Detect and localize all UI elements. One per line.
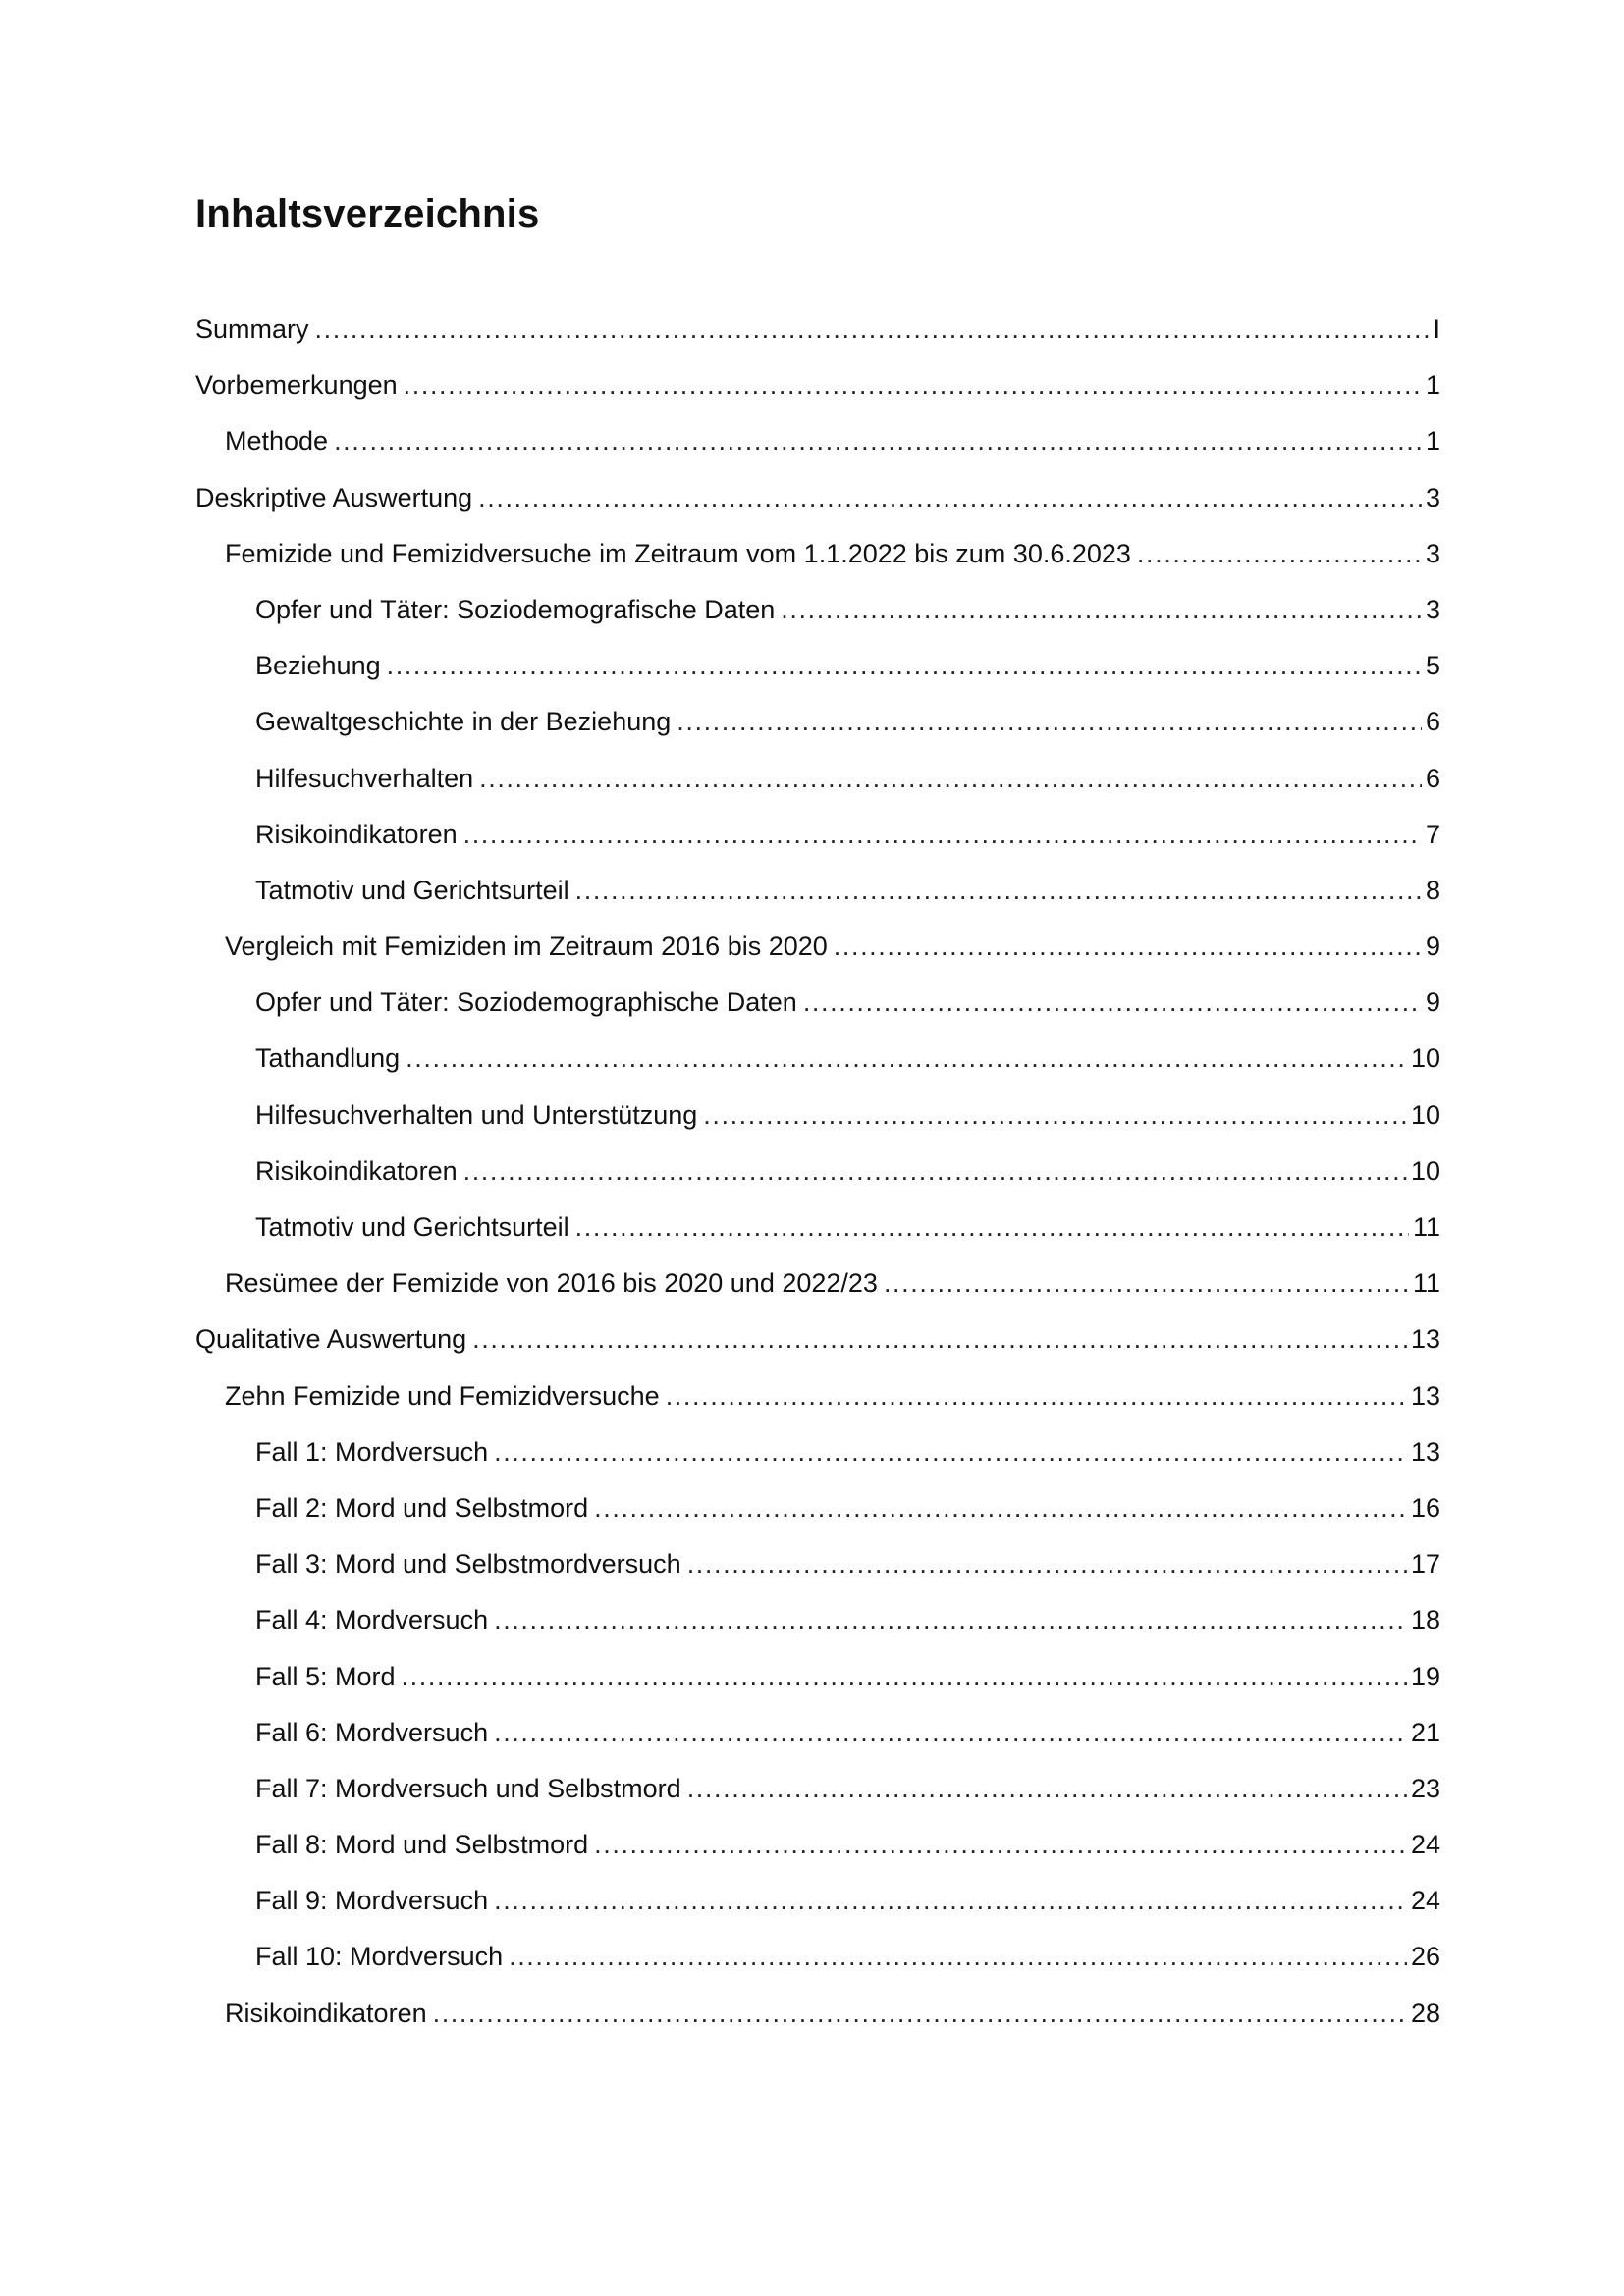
dot-leader xyxy=(433,1992,1407,2035)
toc-entry-page-number: 23 xyxy=(1410,1773,1440,1803)
toc-entry-label: Fall 9: Mordversuch xyxy=(255,1886,489,1916)
toc-entry-page-number: 21 xyxy=(1410,1717,1440,1747)
toc-entry-page-number: 7 xyxy=(1425,819,1440,849)
toc-entry-label: Vorbemerkungen xyxy=(195,370,398,400)
toc-entry-page-number: 13 xyxy=(1410,1380,1440,1411)
dot-leader xyxy=(803,981,1422,1024)
dot-leader xyxy=(687,1542,1407,1585)
toc-entry-page-number: 3 xyxy=(1425,538,1440,568)
toc-entry-label: Fall 2: Mord und Selbstmord xyxy=(255,1492,589,1522)
toc-entry[interactable] xyxy=(195,419,1440,475)
toc-entry[interactable] xyxy=(195,1767,1440,1823)
dot-leader xyxy=(594,1823,1407,1866)
toc-entry[interactable] xyxy=(195,1094,1440,1149)
toc-entry-page-number: I xyxy=(1433,314,1440,344)
toc-entry[interactable] xyxy=(195,700,1440,756)
toc-entry-label: Qualitative Auswertung xyxy=(195,1324,467,1355)
toc-entry-label: Hilfesuchverhalten xyxy=(255,763,474,793)
toc-entry-label: Fall 10: Mordversuch xyxy=(255,1942,504,1972)
toc-entry[interactable] xyxy=(195,363,1440,419)
dot-leader xyxy=(315,307,1430,350)
toc-entry-label: Fall 8: Mord und Selbstmord xyxy=(255,1830,589,1860)
dot-leader xyxy=(703,1094,1407,1137)
dot-leader xyxy=(575,1205,1409,1249)
toc-entry-page-number: 6 xyxy=(1425,763,1440,793)
toc-entry[interactable] xyxy=(195,588,1440,644)
toc-entry[interactable] xyxy=(195,1149,1440,1205)
toc-entry-label: Fall 3: Mord und Selbstmordversuch xyxy=(255,1549,681,1579)
toc-entry[interactable] xyxy=(195,1542,1440,1598)
dot-leader xyxy=(472,1317,1407,1361)
toc-entry-page-number: 13 xyxy=(1410,1324,1440,1355)
dot-leader xyxy=(834,925,1422,968)
toc-entry-page-number: 13 xyxy=(1410,1436,1440,1467)
toc-entry-label: Deskriptive Auswertung xyxy=(195,482,473,512)
toc-entry-page-number: 3 xyxy=(1425,594,1440,624)
toc-entry[interactable] xyxy=(195,1655,1440,1711)
toc-entry-page-number: 6 xyxy=(1425,707,1440,737)
toc-entry[interactable] xyxy=(195,1992,1440,2048)
toc-entry-page-number: 10 xyxy=(1410,1155,1440,1186)
toc-entry-label: Gewaltgeschichte in der Beziehung xyxy=(255,707,672,737)
dot-leader xyxy=(677,700,1422,743)
dot-leader xyxy=(594,1486,1407,1529)
toc-entry-label: Fall 1: Mordversuch xyxy=(255,1436,489,1467)
toc-entry[interactable] xyxy=(195,1598,1440,1654)
toc-entry[interactable] xyxy=(195,476,1440,532)
toc-entry[interactable] xyxy=(195,1935,1440,1991)
dot-leader xyxy=(404,363,1422,406)
toc-entry-label: Vergleich mit Femiziden im Zeitraum 2016 bis 2020 xyxy=(225,932,828,962)
toc-entry-label: Beziehung xyxy=(255,651,381,681)
toc-entry-page-number: 28 xyxy=(1410,1998,1440,2028)
toc-entry[interactable] xyxy=(195,1486,1440,1542)
dot-leader xyxy=(666,1374,1407,1417)
dot-leader xyxy=(494,1430,1407,1473)
toc-entry[interactable] xyxy=(195,925,1440,981)
dot-leader xyxy=(884,1261,1409,1305)
toc-entry-page-number: 11 xyxy=(1412,1268,1440,1299)
toc-entry[interactable] xyxy=(195,1317,1440,1373)
toc-entry[interactable] xyxy=(195,1430,1440,1486)
toc-entry-label: Fall 5: Mord xyxy=(255,1661,396,1691)
toc-entry-page-number: 10 xyxy=(1410,1099,1440,1130)
toc-entry-label: Fall 7: Mordversuch und Selbstmord xyxy=(255,1773,681,1803)
toc-entry-label: Risikoindikatoren xyxy=(255,819,458,849)
toc-entry-label: Tatmotiv und Gerichtsurteil xyxy=(255,1212,569,1242)
dot-leader xyxy=(1137,532,1422,575)
toc-entry-label: Summary xyxy=(195,314,309,344)
toc-entry[interactable] xyxy=(195,1261,1440,1317)
toc-entry-page-number: 1 xyxy=(1425,370,1440,400)
toc-entry-page-number: 9 xyxy=(1425,932,1440,962)
toc-entry-label: Opfer und Täter: Soziodemographische Daten xyxy=(255,988,797,1018)
toc-entry-label: Methode xyxy=(225,426,329,456)
toc-entry[interactable] xyxy=(195,813,1440,869)
dot-leader xyxy=(478,476,1422,519)
toc-entry[interactable] xyxy=(195,1374,1440,1430)
toc-entry-page-number: 1 xyxy=(1425,426,1440,456)
toc-entry-page-number: 16 xyxy=(1410,1492,1440,1522)
toc-entry-page-number: 3 xyxy=(1425,482,1440,512)
dot-leader xyxy=(387,644,1422,687)
toc-entry[interactable] xyxy=(195,1879,1440,1935)
toc-entry-page-number: 11 xyxy=(1412,1212,1440,1242)
toc-entry[interactable] xyxy=(195,1711,1440,1767)
toc-entry-page-number: 19 xyxy=(1410,1661,1440,1691)
toc-entry[interactable] xyxy=(195,644,1440,700)
dot-leader xyxy=(463,813,1422,856)
dot-leader xyxy=(575,869,1422,912)
toc-entry-label: Opfer und Täter: Soziodemografische Daten xyxy=(255,594,776,624)
dot-leader xyxy=(406,1037,1407,1080)
dot-leader xyxy=(494,1711,1407,1754)
toc-entry-label: Fall 6: Mordversuch xyxy=(255,1717,489,1747)
dot-leader xyxy=(402,1655,1407,1698)
toc-entry[interactable] xyxy=(195,1037,1440,1093)
toc-entry-page-number: 5 xyxy=(1425,651,1440,681)
toc-entry-label: Tatmotiv und Gerichtsurteil xyxy=(255,875,569,905)
toc-entry[interactable] xyxy=(195,981,1440,1037)
toc-entry-label: Risikoindikatoren xyxy=(225,1998,427,2028)
toc-entry[interactable] xyxy=(195,1823,1440,1879)
toc-entry-label: Risikoindikatoren xyxy=(255,1155,458,1186)
dot-leader xyxy=(494,1598,1407,1641)
toc-entry-page-number: 26 xyxy=(1410,1942,1440,1972)
dot-leader xyxy=(334,419,1422,462)
toc-entry[interactable] xyxy=(195,757,1440,813)
toc-entry-page-number: 24 xyxy=(1410,1830,1440,1860)
dot-leader xyxy=(463,1149,1407,1193)
toc-entry-page-number: 10 xyxy=(1410,1043,1440,1074)
toc-entry-page-number: 24 xyxy=(1410,1886,1440,1916)
toc-entry-page-number: 18 xyxy=(1410,1605,1440,1635)
toc-entry[interactable] xyxy=(195,1205,1440,1261)
toc-entry[interactable] xyxy=(195,307,1440,363)
toc-entry-label: Tathandlung xyxy=(255,1043,401,1074)
dot-leader xyxy=(687,1767,1407,1810)
toc-entry-page-number: 8 xyxy=(1425,875,1440,905)
toc-entry[interactable] xyxy=(195,869,1440,925)
dot-leader xyxy=(494,1879,1407,1922)
dot-leader xyxy=(781,588,1422,631)
toc-entry-page-number: 17 xyxy=(1410,1549,1440,1579)
dot-leader xyxy=(479,757,1422,800)
table-of-contents xyxy=(195,307,1440,2048)
toc-entry-label: Hilfesuchverhalten und Unterstützung xyxy=(255,1099,698,1130)
page-title: Inhaltsverzeichnis xyxy=(195,192,540,236)
toc-entry-label: Femizide und Femizidversuche im Zeitraum vom 1.1.2022 bis zum 30.6.2023 xyxy=(225,538,1131,568)
toc-entry-page-number: 9 xyxy=(1425,988,1440,1018)
toc-entry-label: Fall 4: Mordversuch xyxy=(255,1605,489,1635)
dot-leader xyxy=(509,1935,1407,1978)
toc-entry-label: Zehn Femizide und Femizidversuche xyxy=(225,1380,660,1411)
toc-entry-label: Resümee der Femizide von 2016 bis 2020 und 2022/23 xyxy=(225,1268,878,1299)
toc-entry[interactable] xyxy=(195,532,1440,588)
